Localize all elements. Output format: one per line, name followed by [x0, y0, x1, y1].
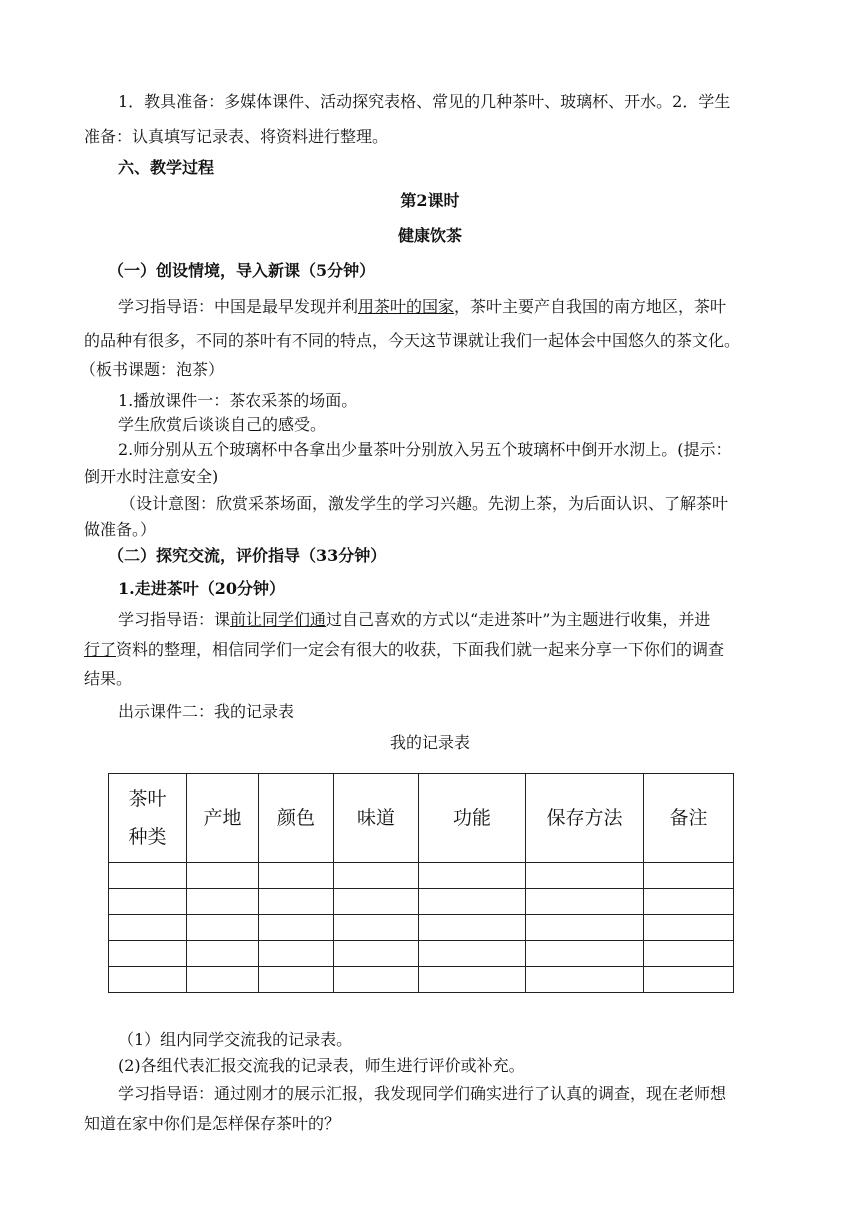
table-cell	[259, 967, 334, 993]
record-table	[108, 773, 734, 993]
guide-paragraph-line-1	[118, 610, 710, 630]
show-courseware-2: 出示课件二：我的记录表	[118, 702, 295, 721]
table-cell	[187, 915, 259, 941]
table-cell	[187, 941, 259, 967]
table-row	[109, 941, 734, 967]
table-body	[109, 863, 734, 993]
activity-item-2: (2)各组代表汇报交流我的记录表，师生进行评价或补充。	[118, 1056, 525, 1075]
sub1-heading: 1.走进茶叶（20分钟）	[118, 579, 285, 598]
table-row	[109, 915, 734, 941]
table-cell	[644, 941, 734, 967]
materials-line-1: 1．教具准备：多媒体课件、活动探究表格、常见的几种茶叶、玻璃杯、开水。2．学生	[118, 92, 731, 111]
design-intent-line-1: （设计意图：欣赏采茶场面，激发学生的学习兴趣。先沏上茶，为后面认识、了解茶叶	[120, 494, 729, 513]
table-cell	[187, 967, 259, 993]
guide-underlined-2: 行了	[84, 640, 117, 659]
table-cell	[644, 915, 734, 941]
table-header-cell: 颜色	[259, 774, 334, 863]
table-cell	[334, 941, 419, 967]
guide-underlined-1: 前让同学们通	[230, 610, 327, 629]
table-cell	[526, 941, 644, 967]
lesson-number: 第2课时	[400, 191, 460, 210]
table-cell	[109, 889, 187, 915]
table-cell	[644, 863, 734, 889]
table-cell	[334, 863, 419, 889]
step-1-student: 学生欣赏后谈谈自己的感受。	[118, 415, 327, 434]
materials-line-2: 准备：认真填写记录表、将资料进行整理。	[84, 127, 389, 146]
part1-heading: （一）创设情境，导入新课（5分钟）	[108, 261, 376, 280]
part2-heading: （二）探究交流，评价指导（33分钟）	[108, 546, 387, 565]
table-cell	[109, 863, 187, 889]
table-header-cell: 备注	[644, 774, 734, 863]
guide-text-c: 资料的整理，相信同学们一定会有很大的收获，下面我们就一起来分享一下你们的调查	[116, 640, 725, 659]
table-cell	[259, 863, 334, 889]
table-cell	[187, 863, 259, 889]
intro-text-a: 学习指导语：中国是最早发现并利	[118, 297, 359, 316]
table-cell	[526, 863, 644, 889]
table-cell	[109, 967, 187, 993]
table-row	[109, 863, 734, 889]
table-cell	[419, 941, 526, 967]
closing-paragraph-line-1: 学习指导语：通过刚才的展示汇报，我发现同学们确实进行了认真的调查，现在老师想	[118, 1084, 727, 1103]
table-title: 我的记录表	[389, 733, 470, 752]
design-intent-line-2: 做准备。）	[84, 520, 157, 539]
intro-text-b: ，茶叶主要产自我国的南方地区，茶叶	[454, 297, 727, 316]
table-header-cell: 茶叶 种类	[109, 774, 187, 863]
table-cell	[334, 889, 419, 915]
table-cell	[419, 915, 526, 941]
table-cell	[259, 941, 334, 967]
table-cell	[644, 967, 734, 993]
table-header-cell: 味道	[334, 774, 419, 863]
table-cell	[419, 967, 526, 993]
table-cell	[526, 889, 644, 915]
table-header-cell: 保存方法	[526, 774, 644, 863]
intro-underlined: 用茶叶的国家	[358, 297, 455, 316]
table-cell	[109, 941, 187, 967]
step-1: 1.播放课件一：茶农采茶的场面。	[118, 391, 358, 410]
table-header-row	[109, 774, 734, 863]
table-cell	[259, 915, 334, 941]
intro-paragraph-line-2: 的品种有很多，不同的茶叶有不同的特点，今天这节课就让我们一起体会中国悠久的茶文化。	[84, 331, 741, 350]
intro-paragraph-line-3: （板书课题：泡茶）	[80, 360, 225, 379]
closing-paragraph-line-2: 知道在家中你们是怎样保存茶叶的？	[84, 1114, 341, 1133]
table-cell	[644, 889, 734, 915]
table-cell	[526, 967, 644, 993]
table-cell	[419, 889, 526, 915]
lesson-title: 健康饮茶	[397, 226, 462, 245]
table-cell	[526, 915, 644, 941]
table-row	[109, 889, 734, 915]
table-cell	[334, 967, 419, 993]
step-2-line-1: 2.师分别从五个玻璃杯中各拿出少量茶叶分别放入另五个玻璃杯中倒开水沏上。(提示：	[118, 440, 732, 459]
table-cell	[419, 863, 526, 889]
guide-paragraph-line-3: 结果。	[84, 669, 133, 688]
guide-text-b: 过自己喜欢的方式以“走进茶叶”为主题进行收集，并进	[326, 610, 711, 629]
intro-paragraph-line-1	[118, 297, 726, 317]
table-row	[109, 967, 734, 993]
step-2-line-2: 倒开水时注意安全)	[84, 467, 219, 486]
section-heading-teaching-process: 六、教学过程	[118, 158, 215, 177]
table-cell	[109, 915, 187, 941]
table-header-cell: 产地	[187, 774, 259, 863]
table-cell	[187, 889, 259, 915]
guide-paragraph-line-2	[84, 640, 724, 660]
table-cell	[259, 889, 334, 915]
table-cell	[334, 915, 419, 941]
guide-text-a: 学习指导语：课	[118, 610, 231, 629]
table-header-cell: 功能	[419, 774, 526, 863]
activity-item-1: （1）组内同学交流我的记录表。	[118, 1030, 353, 1049]
